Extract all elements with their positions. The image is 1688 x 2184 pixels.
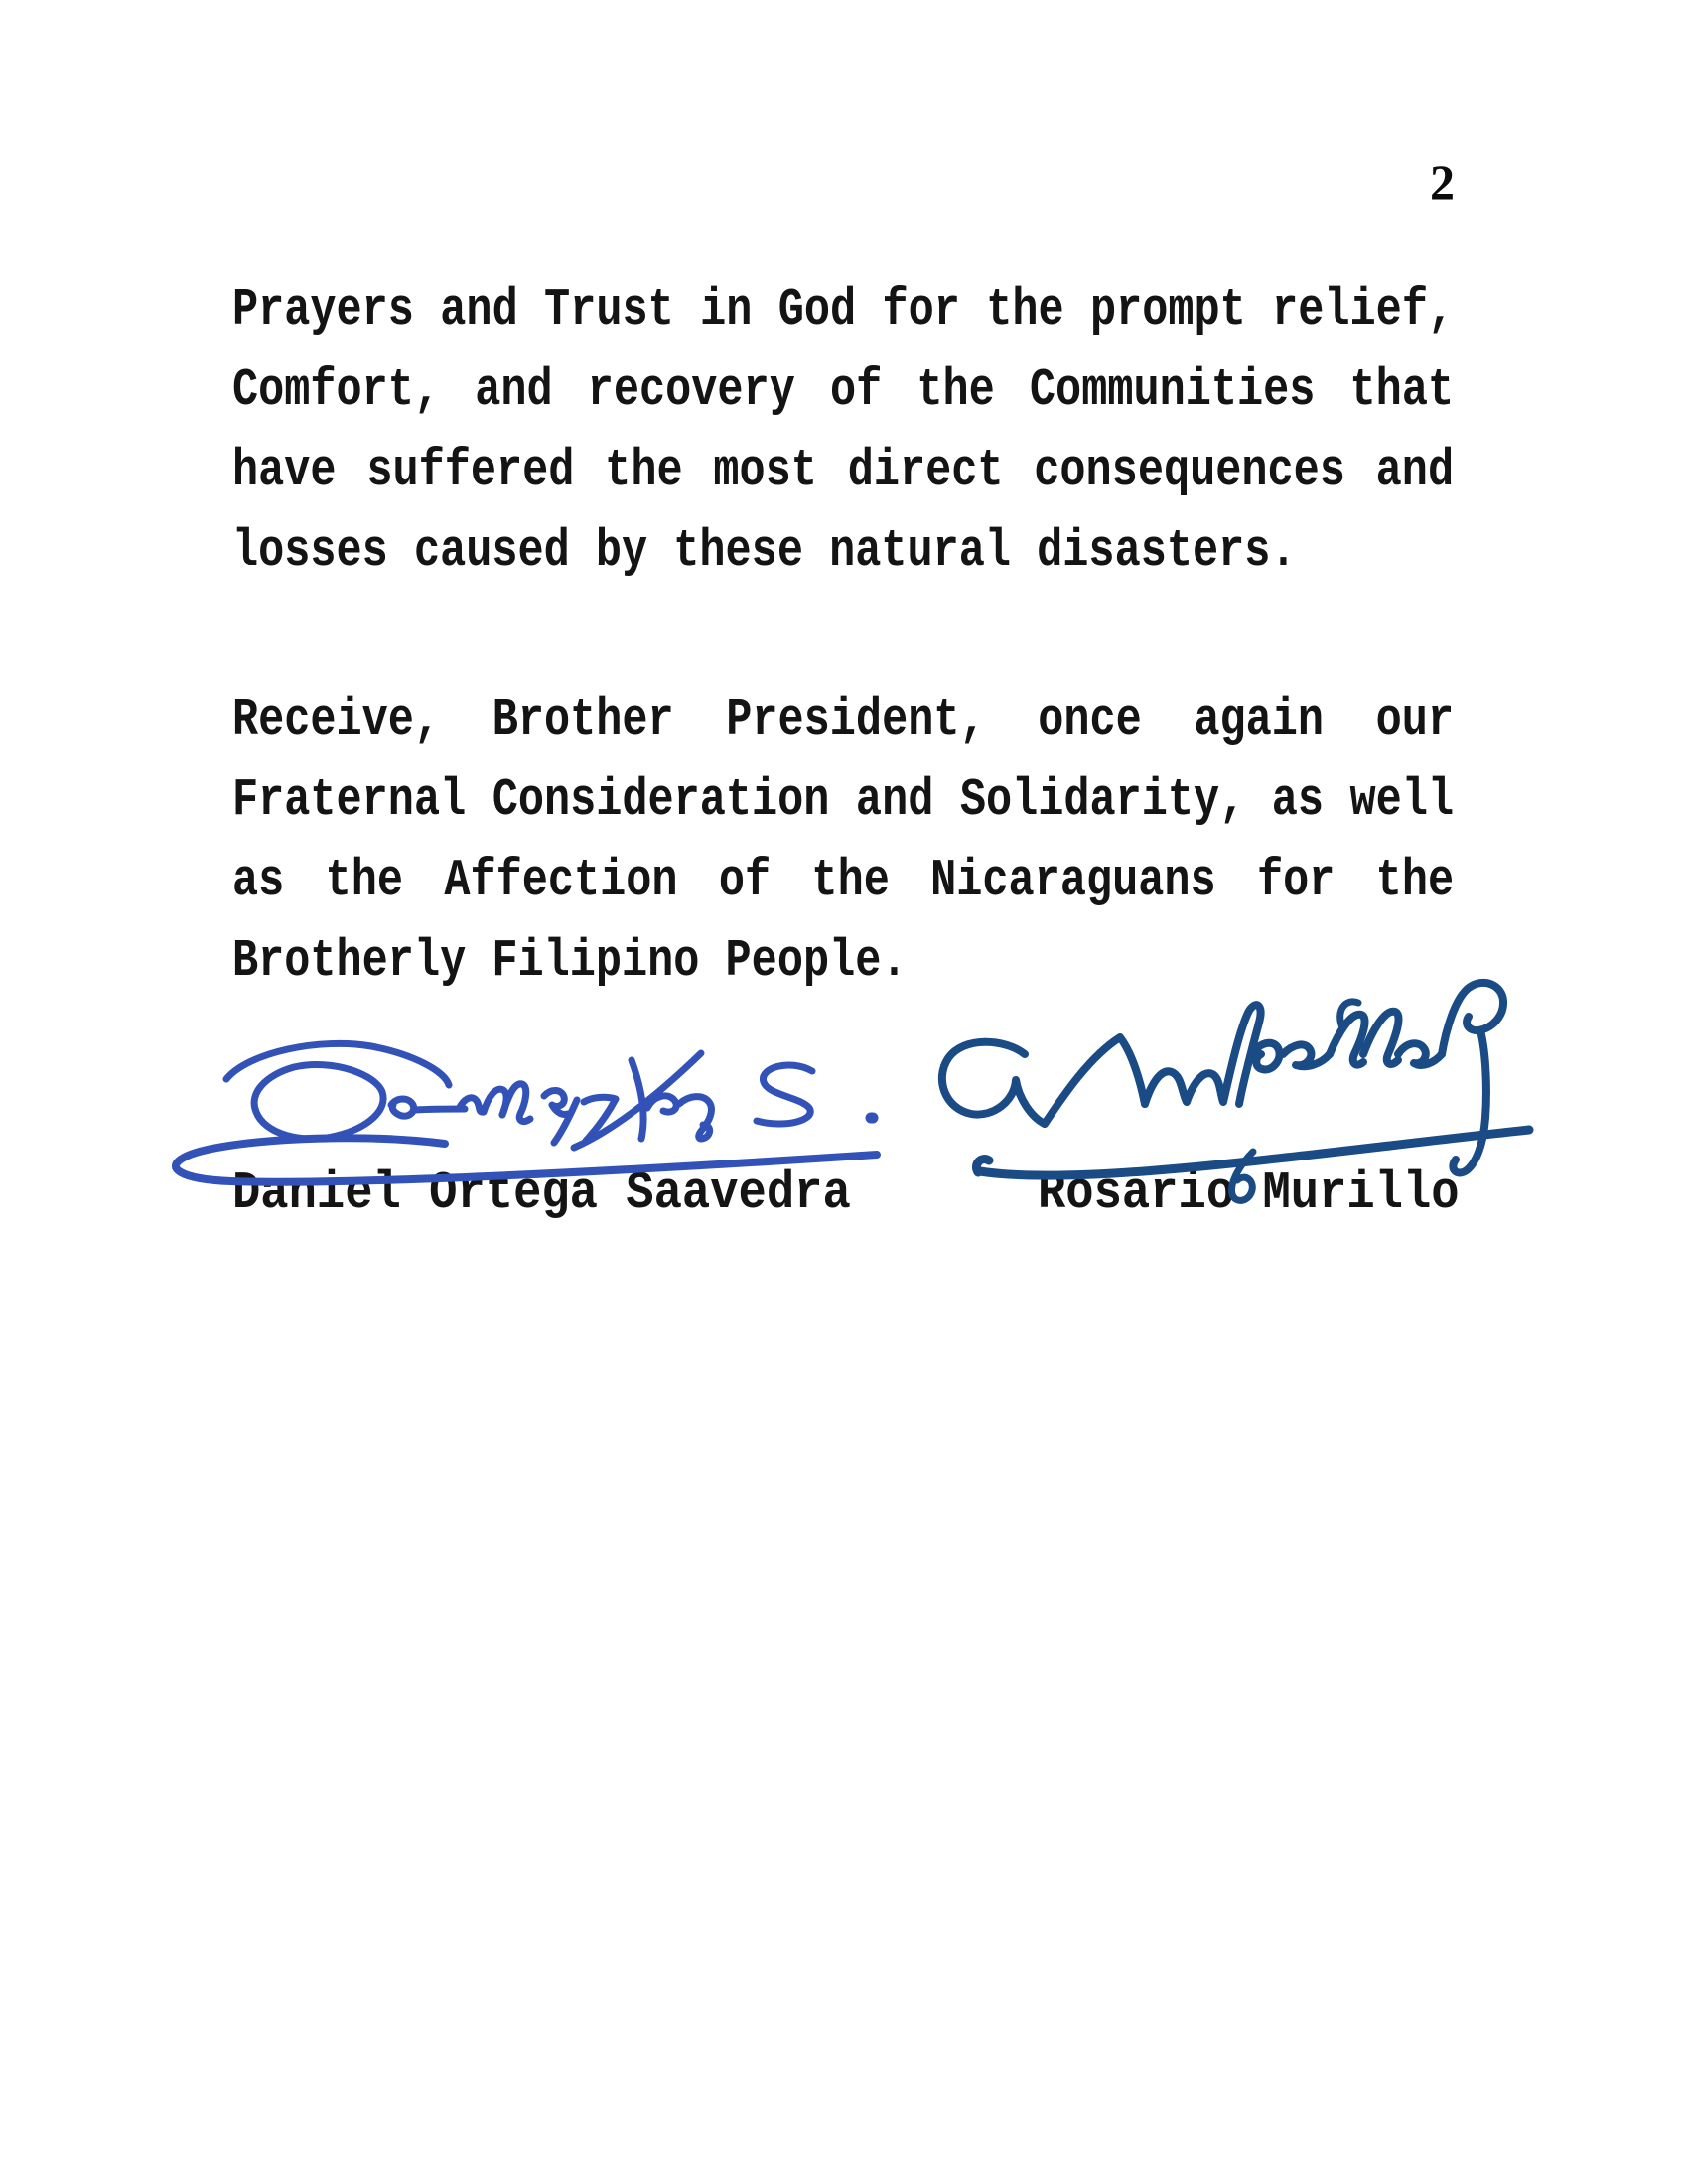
text-line: Comfort, and recovery of the Communities that bbox=[232, 360, 1455, 420]
text-line: as the Affection of the Nicaraguans for the bbox=[232, 851, 1455, 910]
text-line: losses caused by these natural disasters. bbox=[232, 521, 1297, 581]
signatory-name-rosario-murillo: Rosario Murillo bbox=[1038, 1163, 1460, 1223]
page-number: 2 bbox=[1430, 154, 1455, 209]
text-line: Fraternal Consideration and Solidarity, as well bbox=[232, 770, 1455, 830]
text-line: Prayers and Trust in God for the prompt relief, bbox=[232, 280, 1455, 340]
text-line: have suffered the most direct consequences and bbox=[232, 441, 1455, 500]
signatory-name-daniel-ortega-saavedra: Daniel Ortega Saavedra bbox=[232, 1163, 851, 1223]
text-line: Receive, Brother President, once again our bbox=[232, 690, 1455, 750]
paragraph-2 bbox=[232, 680, 1454, 1002]
paragraph-1 bbox=[232, 270, 1454, 592]
text-line: Brotherly Filipino People. bbox=[232, 931, 908, 991]
